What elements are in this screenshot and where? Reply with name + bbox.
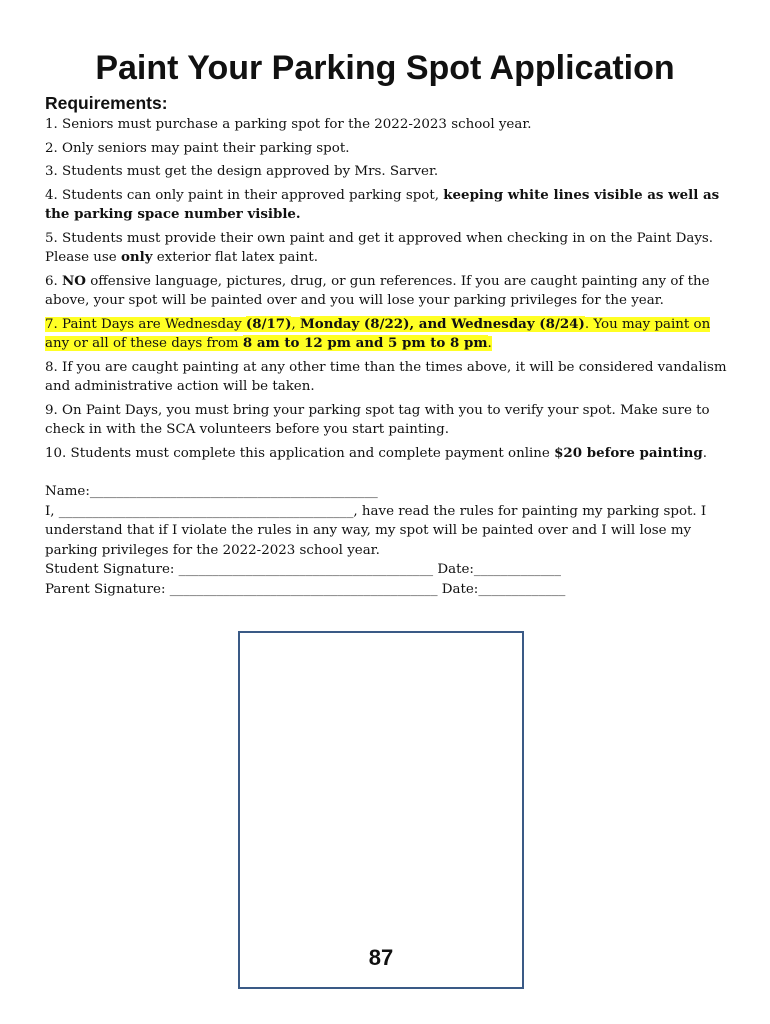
- rule-7-text-b: . You may paint on any or all of these days from: [45, 316, 711, 351]
- application-form: [45, 482, 730, 599]
- rule-7-times: 8 am to 12 pm and 5 pm to 8 pm: [242, 335, 488, 351]
- rule-7-date-1: (8/17): [245, 315, 292, 332]
- page-title: Paint Your Parking Spot Application: [95, 49, 675, 87]
- rule-6-text: offensive language, pictures, drug, or gun references. If you are caught painting any of the above, your spot will be painted over and you will lose your parking privileges for the year.: [45, 273, 710, 308]
- rule-7-comma: ,: [291, 316, 300, 332]
- name-field-line[interactable]: Name:___________________________________________: [45, 484, 378, 499]
- rule-5-text-a: 5. Students must provide their own paint and get it approved when checking in on the Paint Days. Please use: [45, 230, 714, 265]
- rule-1: 1. Seniors must purchase a parking spot for the 2022-2023 school year.: [45, 117, 532, 132]
- rule-4-text: 4. Students can only paint in their approved parking spot,: [45, 187, 444, 203]
- rule-4: [45, 186, 730, 225]
- requirements-heading: Requirements:: [45, 93, 168, 113]
- rule-7-text-a: 7. Paint Days are Wednesday: [45, 316, 246, 332]
- rule-10-bold: $20 before painting: [554, 444, 703, 461]
- rule-4-bold: keeping white lines visible as well as the parking space number visible.: [45, 186, 720, 222]
- student-signature-line[interactable]: Student Signature: ______________________________________ Date:_____________: [45, 562, 561, 577]
- rule-7: [45, 315, 730, 354]
- rule-7-period: .: [487, 336, 492, 351]
- rule-5: [45, 229, 730, 268]
- rule-3: 3. Students must get the design approved by Mrs. Sarver.: [45, 164, 439, 179]
- parent-signature-line[interactable]: Parent Signature: ________________________________________ Date:_____________: [45, 581, 566, 597]
- rule-2: 2. Only seniors may paint their parking spot.: [45, 140, 350, 156]
- requirements-section: [45, 92, 730, 599]
- rule-10-period: .: [702, 445, 708, 461]
- rule-5-bold: only: [120, 249, 153, 265]
- rule-6-number: 6.: [45, 273, 63, 289]
- rule-10: [45, 444, 730, 464]
- rule-8: 8. If you are caught painting at any other time than the times above, it will be considered vandalism and administrative action will be taken.: [45, 359, 727, 394]
- agreement-statement: I, ____________________________________________, have read the rules for painting my parking spot. I understand that if I violate the rules in any way, my spot will be painted over and I will lose my parking privileges for the 2022-2023 school year.: [45, 503, 707, 558]
- design-sketch-box: [238, 631, 524, 989]
- page-number: 87: [368, 945, 394, 970]
- rule-7-dates: Monday (8/22), and Wednesday (8/24): [299, 315, 585, 332]
- rule-5-text-b: exterior flat latex paint.: [152, 250, 318, 265]
- rule-6: [45, 272, 730, 311]
- rule-6-bold: NO: [62, 272, 86, 289]
- rule-10-text: 10. Students must complete this application and complete payment online: [45, 445, 555, 461]
- rule-9: 9. On Paint Days, you must bring your parking spot tag with you to verify your spot. Make sure to check in with the SCA volunteers before you start painting.: [45, 402, 710, 437]
